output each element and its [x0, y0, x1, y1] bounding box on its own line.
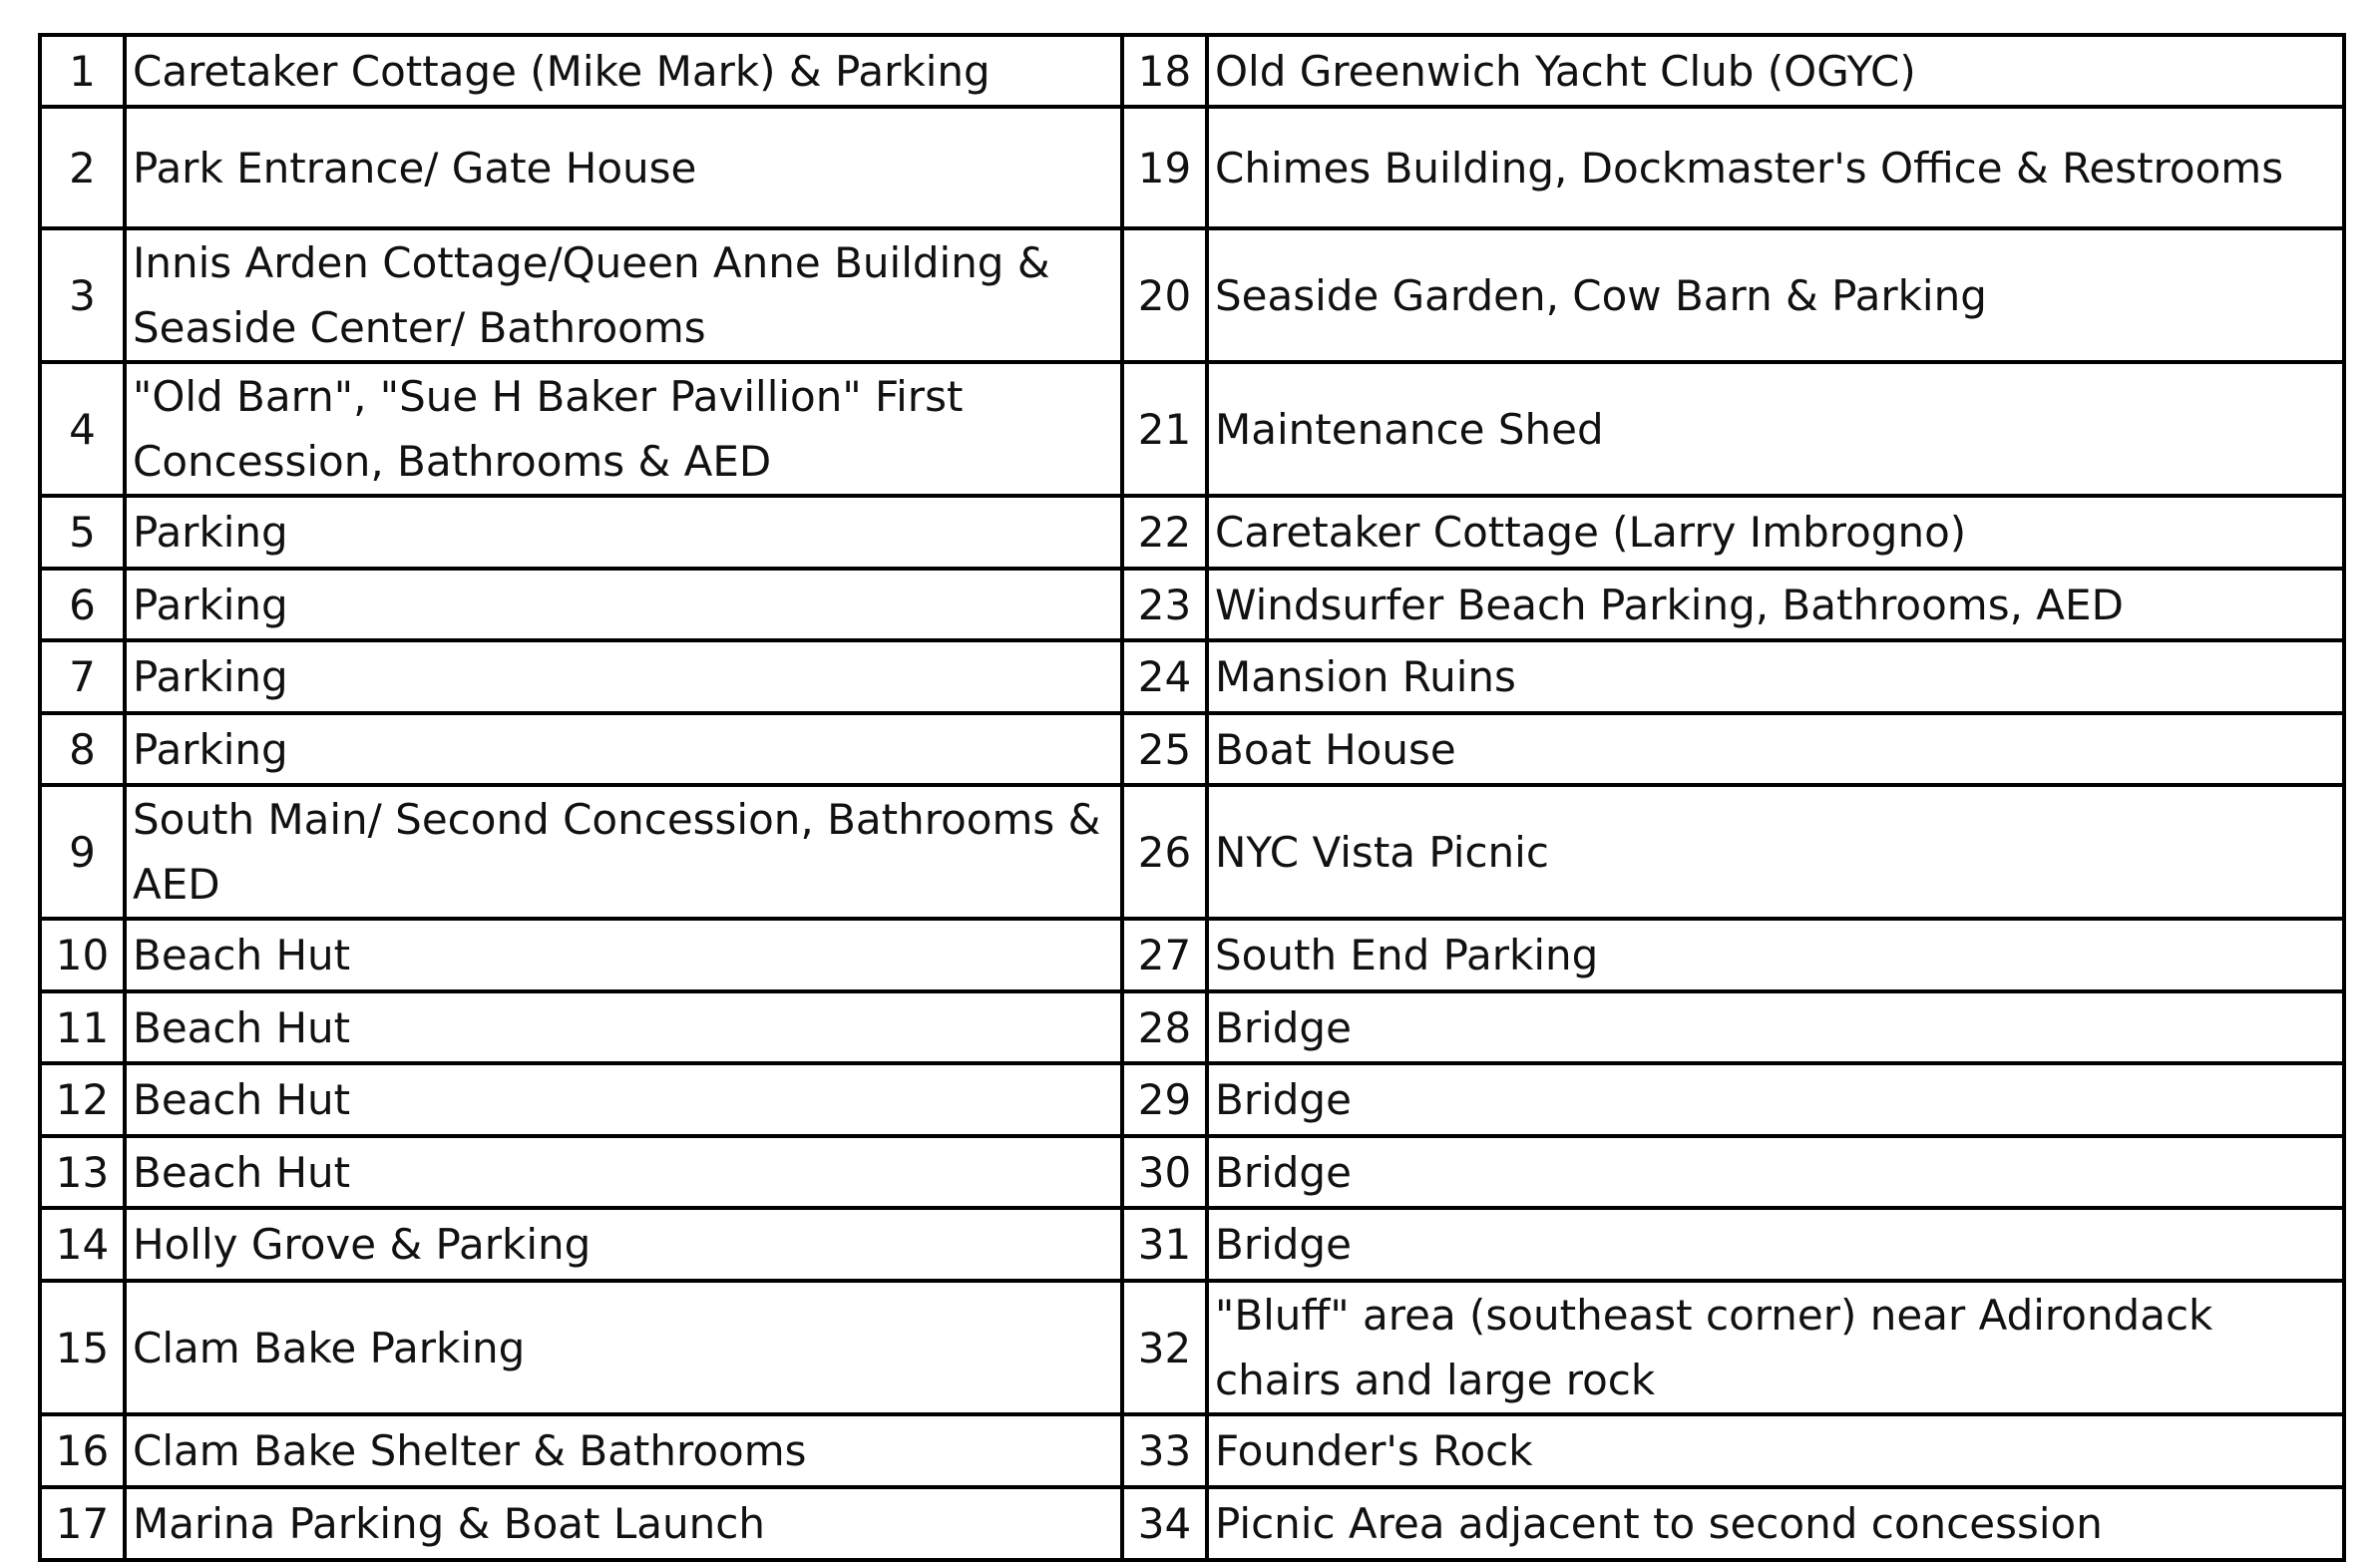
right-site-label: Old Greenwich Yacht Club (OGYC)	[1207, 35, 2344, 107]
legend-row	[40, 1414, 2344, 1487]
right-site-label: Caretaker Cottage (Larry Imbrogno)	[1207, 496, 2344, 569]
right-site-label: Windsurfer Beach Parking, Bathrooms, AED	[1207, 569, 2344, 640]
left-site-label: Beach Hut	[125, 991, 1122, 1063]
right-site-label: Bridge	[1207, 1208, 2344, 1281]
left-site-label: Park Entrance/ Gate House	[125, 107, 1122, 228]
right-site-label: Bridge	[1207, 991, 2344, 1063]
legend-row	[40, 1487, 2344, 1560]
left-site-label: Innis Arden Cottage/Queen Anne Building & Seaside Center/ Bathrooms	[125, 228, 1122, 362]
left-site-label: Parking	[125, 640, 1122, 713]
legend-row	[40, 1063, 2344, 1136]
legend-row	[40, 713, 2344, 785]
left-site-label: South Main/ Second Concession, Bathrooms & AED	[125, 785, 1122, 919]
right-site-number: 29	[1122, 1063, 1207, 1136]
right-site-number: 21	[1122, 362, 1207, 496]
right-site-label: Boat House	[1207, 713, 2344, 785]
right-site-label: Founder's Rock	[1207, 1414, 2344, 1487]
legend-row	[40, 640, 2344, 713]
left-site-label: Parking	[125, 713, 1122, 785]
right-site-number: 22	[1122, 496, 1207, 569]
legend-row	[40, 569, 2344, 640]
legend-row	[40, 496, 2344, 569]
left-site-number: 8	[40, 713, 125, 785]
left-site-number: 1	[40, 35, 125, 107]
right-site-label: "Bluff" area (southeast corner) near Adirondack chairs and large rock	[1207, 1281, 2344, 1414]
left-site-label: Clam Bake Shelter & Bathrooms	[125, 1414, 1122, 1487]
right-site-number: 23	[1122, 569, 1207, 640]
site-legend-body	[40, 35, 2344, 1560]
right-site-number: 19	[1122, 107, 1207, 228]
right-site-number: 33	[1122, 1414, 1207, 1487]
legend-row	[40, 991, 2344, 1063]
right-site-number: 28	[1122, 991, 1207, 1063]
legend-row	[40, 362, 2344, 496]
legend-row	[40, 35, 2344, 107]
legend-row	[40, 1281, 2344, 1414]
right-site-label: Bridge	[1207, 1063, 2344, 1136]
right-site-label: Mansion Ruins	[1207, 640, 2344, 713]
right-site-number: 30	[1122, 1136, 1207, 1208]
left-site-label: Beach Hut	[125, 1136, 1122, 1208]
legend-row	[40, 785, 2344, 919]
left-site-number: 10	[40, 919, 125, 991]
right-site-label: Bridge	[1207, 1136, 2344, 1208]
left-site-number: 9	[40, 785, 125, 919]
right-site-label: South End Parking	[1207, 919, 2344, 991]
left-site-number: 2	[40, 107, 125, 228]
right-site-number: 34	[1122, 1487, 1207, 1560]
left-site-number: 16	[40, 1414, 125, 1487]
legend-row	[40, 1208, 2344, 1281]
left-site-number: 15	[40, 1281, 125, 1414]
right-site-number: 32	[1122, 1281, 1207, 1414]
left-site-number: 4	[40, 362, 125, 496]
left-site-label: Caretaker Cottage (Mike Mark) & Parking	[125, 35, 1122, 107]
left-site-label: Beach Hut	[125, 919, 1122, 991]
left-site-label: Parking	[125, 496, 1122, 569]
right-site-label: Picnic Area adjacent to second concession	[1207, 1487, 2344, 1560]
right-site-label: Maintenance Shed	[1207, 362, 2344, 496]
left-site-number: 7	[40, 640, 125, 713]
right-site-number: 24	[1122, 640, 1207, 713]
left-site-number: 3	[40, 228, 125, 362]
left-site-number: 13	[40, 1136, 125, 1208]
legend-row	[40, 107, 2344, 228]
left-site-number: 17	[40, 1487, 125, 1560]
right-site-label: Seaside Garden, Cow Barn & Parking	[1207, 228, 2344, 362]
left-site-number: 6	[40, 569, 125, 640]
left-site-label: Clam Bake Parking	[125, 1281, 1122, 1414]
legend-row	[40, 919, 2344, 991]
left-site-label: "Old Barn", "Sue H Baker Pavillion" First Concession, Bathrooms & AED	[125, 362, 1122, 496]
right-site-number: 26	[1122, 785, 1207, 919]
left-site-label: Holly Grove & Parking	[125, 1208, 1122, 1281]
right-site-number: 25	[1122, 713, 1207, 785]
right-site-label: NYC Vista Picnic	[1207, 785, 2344, 919]
left-site-label: Beach Hut	[125, 1063, 1122, 1136]
left-site-number: 14	[40, 1208, 125, 1281]
left-site-label: Parking	[125, 569, 1122, 640]
site-legend-table	[38, 33, 2346, 1562]
left-site-number: 12	[40, 1063, 125, 1136]
right-site-number: 27	[1122, 919, 1207, 991]
left-site-label: Marina Parking & Boat Launch	[125, 1487, 1122, 1560]
right-site-number: 18	[1122, 35, 1207, 107]
right-site-number: 31	[1122, 1208, 1207, 1281]
right-site-number: 20	[1122, 228, 1207, 362]
right-site-label: Chimes Building, Dockmaster's Office & Restrooms	[1207, 107, 2344, 228]
left-site-number: 5	[40, 496, 125, 569]
left-site-number: 11	[40, 991, 125, 1063]
legend-row	[40, 1136, 2344, 1208]
legend-row	[40, 228, 2344, 362]
